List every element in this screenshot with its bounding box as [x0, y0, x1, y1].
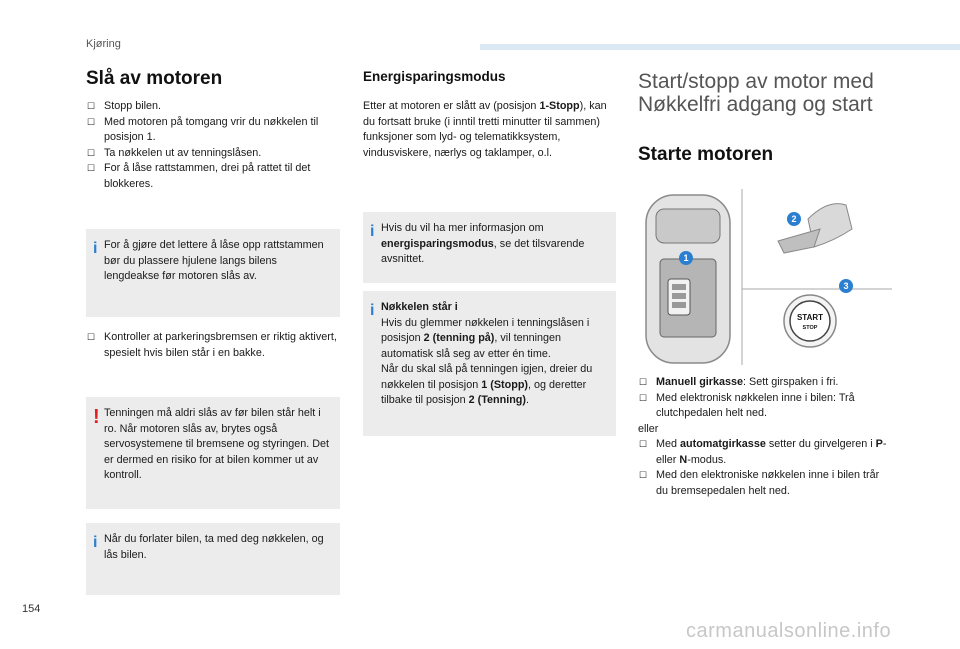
running-header: Kjøring — [86, 38, 121, 50]
list-item: ☐ Med den elektroniske nøkkelen inne i bilen trår du bremsepedalen helt ned. — [639, 469, 880, 497]
tip-box-leave-car — [86, 523, 340, 595]
list-item: ☐ Kontroller at parkeringsbremsen er riktig aktivert, spesielt hvis bilen står i en bakke. — [87, 331, 337, 359]
checkbox-bullet-icon: ☐ — [639, 392, 648, 403]
start-steps-list-auto — [638, 437, 888, 499]
start-steps-list — [638, 375, 888, 422]
svg-text:1: 1 — [683, 253, 689, 263]
info-box-key-left-in — [363, 291, 616, 436]
list-item: ☐ Manuell girkasse: Sett girspaken i fri. — [638, 375, 888, 391]
tip-text: For å gjøre det lettere å låse opp rattstammen bør du plassere hjulene langs bilens lengdeakse før motoren slås av. — [104, 239, 324, 282]
warning-box-ignition — [86, 397, 340, 509]
info-icon: i — [93, 534, 98, 551]
checkbox-bullet-icon: ☐ — [87, 101, 96, 111]
checkbox-bullet-icon: ☐ — [639, 439, 648, 449]
list-item: ☐ Med automatgirkasse setter du girvelgeren i P- eller N-modus. — [639, 438, 887, 466]
checkbox-bullet-icon: ☐ — [639, 377, 648, 387]
windshield — [656, 209, 720, 243]
tip-text: Når du forlater bilen, ta med deg nøkkelen, og lås bilen. — [104, 533, 324, 561]
tip-box-steering-lock — [86, 229, 340, 317]
watermark: carmanualsonline.info — [686, 620, 892, 642]
checkbox-bullet-icon: ☐ — [639, 470, 648, 480]
section-title-energy-saving: Energisparingsmodus — [363, 69, 506, 84]
checkbox-bullet-icon: ☐ — [87, 163, 96, 173]
energy-saving-paragraph: Etter at motoren er slått av (posisjon 1-Stopp), kan du fortsatt bruke (i inntil tretti minutter til sammen) funksjoner som lyd- og telematikksystem, vindusviskere, nærlys og taklamper, o.l. — [363, 100, 607, 159]
info-box-title: Nøkkelen står i — [381, 301, 458, 313]
subsection-title-start-engine: Starte motoren — [638, 144, 774, 165]
info-text: Nøkkelen står i Hvis du glemmer nøkkelen i tenningslåsen i posisjon 2 (tenning på), vil tenningen automatisk slå seg av etter én time. Når du skal slå på tenningen igjen, dreier du nøkkelen til posisjon 1 (Stopp), og deretter tilbake til posisjon 2 (Tenning). — [381, 301, 593, 406]
stop-steps-list — [86, 99, 344, 192]
illustration-svg — [638, 189, 892, 365]
stop-label: STOP — [802, 325, 818, 331]
checkbox-bullet-icon: ☐ — [87, 116, 96, 127]
list-item: ☐ For å låse rattstammen, drei på rattet til det blokkeres. — [87, 162, 311, 190]
svg-text:2: 2 — [791, 214, 797, 224]
or-separator: eller — [638, 422, 659, 435]
start-label: START — [796, 313, 824, 322]
section-title-keyless: Start/stopp av motor med Nøkkelfri adgang og start — [638, 70, 874, 116]
check-steps-list — [86, 330, 344, 361]
list-item: ☐ Stopp bilen. — [86, 99, 344, 115]
header-bar — [480, 44, 960, 50]
checkbox-bullet-icon: ☐ — [87, 332, 96, 342]
list-item: ☐ Med motoren på tomgang vrir du nøkkelen til posisjon 1. — [87, 115, 319, 143]
info-box-energy-saving — [363, 212, 616, 283]
warning-icon: ! — [93, 406, 100, 428]
start-instructions — [638, 375, 888, 499]
checkbox-bullet-icon: ☐ — [87, 147, 96, 158]
list-item: ☐ Med elektronisk nøkkelen inne i bilen: Trå clutchpedalen helt ned. — [639, 391, 855, 419]
info-text: Hvis du vil ha mer informasjon om energisparingsmodus, se det tilsvarende avsnittet. — [381, 222, 585, 265]
warning-text: Tenningen må aldri slås av før bilen står helt i ro. Når motoren slås av, brytes også servosystemene til bremsene og styringen. Det er dermed en risiko for at bilen kommer ut av kontroll. — [104, 407, 330, 481]
info-icon: i — [93, 240, 98, 257]
info-icon: i — [370, 302, 375, 319]
section-title-stop-engine: Slå av motoren — [86, 68, 223, 89]
svg-text:3: 3 — [843, 281, 849, 291]
info-icon: i — [370, 223, 375, 240]
page-number: 154 — [22, 603, 41, 615]
keyless-start-illustration — [638, 189, 892, 365]
list-item: ☐ Ta nøkkelen ut av tenningslåsen. — [86, 146, 344, 162]
